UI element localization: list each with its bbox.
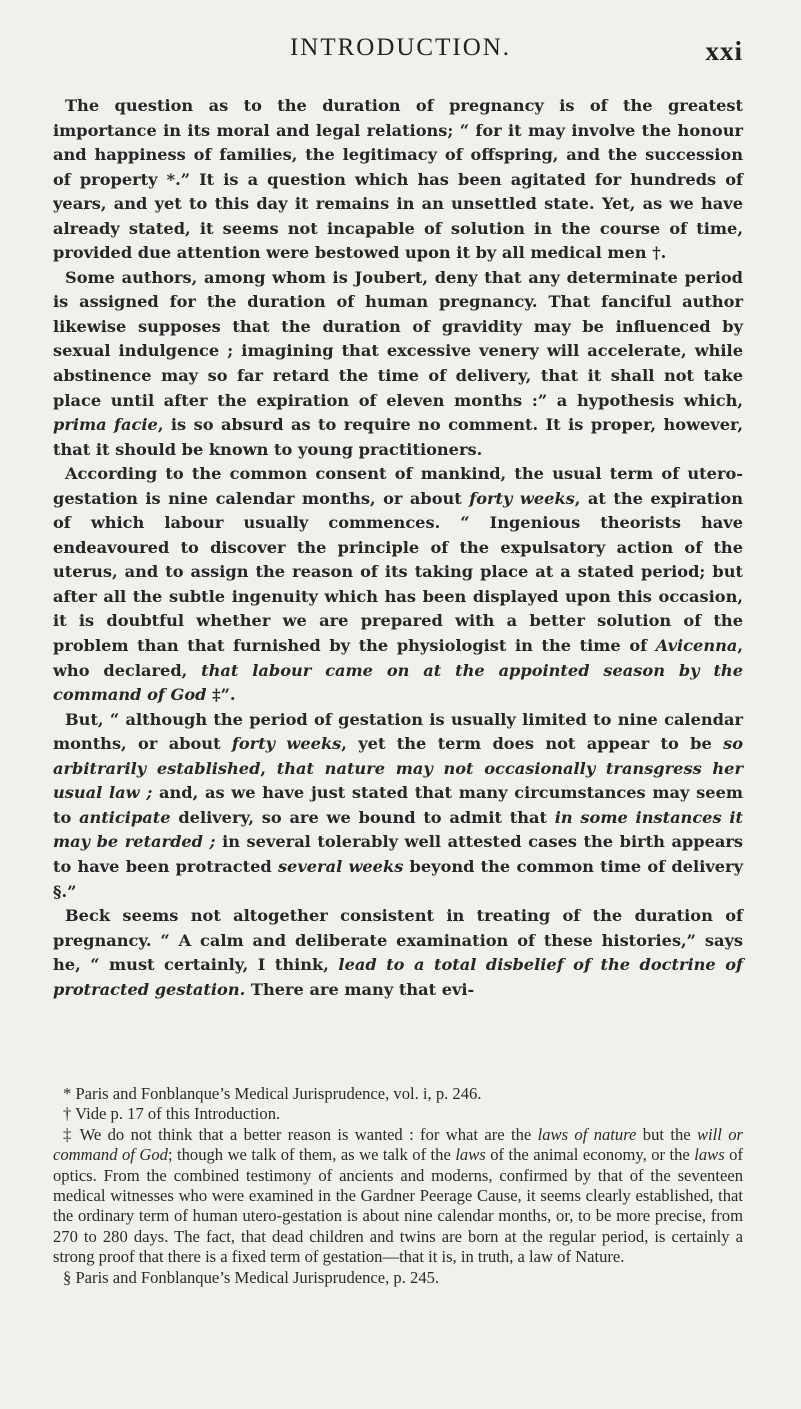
text-run: , is so absurd as to require no comment. It is proper, however, that it should be known to young practitioners.	[53, 415, 743, 459]
italic-text-run: prima facie	[53, 415, 158, 435]
paragraph	[53, 462, 743, 707]
footnote	[53, 1268, 743, 1288]
italic-text-run: so arbitrarily established	[53, 734, 744, 778]
text-run: in several tolerably well attested cases the birth appears to have been protracted	[53, 832, 744, 876]
text-run: delivery, so are we bound to admit that	[170, 807, 555, 827]
text-run: The question as to the duration of pregnancy is of the greatest importance in its moral and legal relations; “ for it may involve the honour and happiness of families, the legitimacy of offspring, and the succession of property *.” It is a question which has been agitated for hundreds of years, and yet to this day it remains in an unsettled state. Yet, as we have already stated, it seems not incapable of solution in the course of time, provided due attention were bestowed upon it by all medical men †.	[53, 96, 743, 263]
text-run: and, as we have just stated that many circumstances may seem to	[53, 783, 743, 827]
italic-text-run: lead to a total disbelief of the doctrine of protracted gestation.	[53, 955, 743, 999]
italic-text-run: forty weeks	[469, 488, 575, 508]
text-run: but the	[636, 1124, 697, 1144]
text-run: § Paris and Fonblanque’s Medical Jurisprudence, p. 245.	[63, 1267, 440, 1287]
footnote	[53, 1084, 743, 1104]
italic-text-run: several weeks	[277, 856, 404, 876]
paragraph	[53, 708, 743, 904]
text-run: But, “ although the period of gestation is usually limited to nine calendar months, or about	[53, 709, 743, 754]
text-run: of optics. From the combined testimony of ancients and moderns, confirmed by that of the seventeen medical witnesses who were examined in the Gardner Peerage Cause, it seems clearly established, that the ordinary term of human utero-gestation is about nine calendar months, or, to be more precise, from 270 to 280 days. The fact, that dead children and twins are born at the regular period, is certainly a strong proof that there is a fixed term of gestation—that it is, in truth, a law of Nature.	[53, 1145, 743, 1267]
italic-text-run: laws	[694, 1145, 725, 1165]
text-run: of the animal economy, or the	[485, 1145, 695, 1165]
text-run: † Vide p. 17 of this Introduction.	[63, 1104, 281, 1124]
footnotes	[53, 1084, 743, 1288]
footnote	[53, 1104, 743, 1124]
running-title: INTRODUCTION.	[289, 34, 512, 61]
text-run: beyond the common time of delivery §.”	[53, 856, 743, 901]
text-run: There are many that evi-	[245, 979, 475, 999]
text-run: According to the common consent of mankind, the usual term of utero-gestation is nine calendar months, or about	[53, 464, 743, 508]
text-run: ,	[260, 758, 277, 778]
italic-text-run: that labour came on at the appointed season by the command of God	[53, 660, 744, 705]
text-run: Beck seems not altogether consistent in treating of the duration of pregnancy. “ A calm and deliberate examination of these histories,” says he, “ must certainly, I think,	[53, 906, 743, 975]
text-run: ‡ We do not think that a better reason is wanted : for what are the	[63, 1124, 538, 1144]
paragraph	[53, 904, 743, 1002]
italic-text-run: laws of nature	[537, 1124, 637, 1144]
italic-text-run: Avicenna	[655, 636, 738, 656]
paragraph	[53, 94, 743, 266]
italic-text-run: that nature may not occasionally transgress her usual law ;	[53, 758, 743, 803]
text-run: ; though we talk of them, as we talk of the	[167, 1145, 456, 1165]
text-run: Some authors, among whom is Joubert, deny that any determinate period is assigned for the duration of human pregnancy. That fanciful author likewise supposes that the duration of gravidity may be influenced by sexual indulgence ; imagining that excessive venery will accelerate, while abstinence may so far retard the time of delivery, that it shall not take place until after the expiration of eleven months :” a hypothesis which,	[53, 267, 743, 410]
text-run: , yet the term does not appear to be	[341, 734, 724, 754]
text-run: , at the expiration of which labour usually commences. “ Ingenious theorists have endeavoured to discover the principle of the expulsatory action of the uterus, and to assign the reason of its taking place at a stated period; but after all the subtle ingenuity which has been displayed upon this occasion, it is doubtful whether we are prepared with a better solution of the problem than that furnished by the physiologist in the time of	[53, 488, 743, 656]
italic-text-run: will or command of God	[53, 1124, 743, 1165]
footnote	[53, 1125, 743, 1268]
italic-text-run: laws	[455, 1145, 486, 1165]
main-text	[53, 94, 743, 1002]
page-number: xxi	[705, 36, 743, 66]
text-run: , who declared,	[53, 636, 743, 680]
paragraph	[53, 266, 743, 462]
italic-text-run: forty weeks	[231, 734, 342, 754]
text-run: ‡”.	[206, 685, 236, 705]
page-header	[0, 28, 801, 68]
italic-text-run: anticipate	[79, 807, 171, 827]
italic-text-run: in some instances it may be retarded ;	[53, 807, 744, 852]
text-run: * Paris and Fonblanque’s Medical Jurisprudence, vol. i, p. 246.	[63, 1084, 482, 1103]
